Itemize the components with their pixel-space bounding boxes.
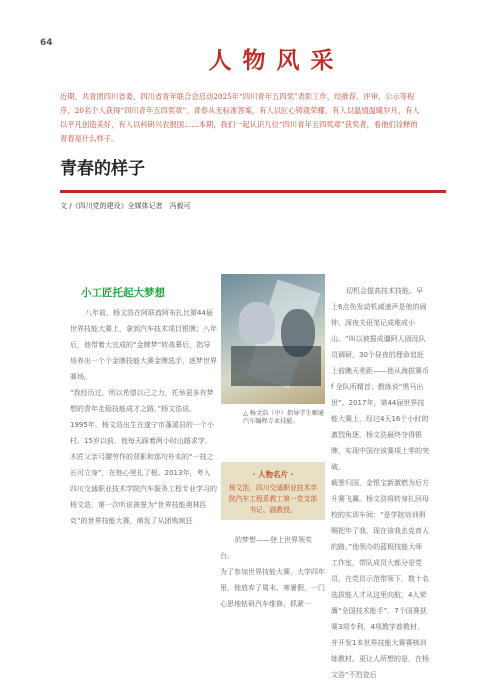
page-number: 64 (40, 38, 53, 48)
article-column-2: 的梦想——登上世界领奖台。 为了参加世界技能大赛，大学四年里，他放弃了周末、寒暑假，一门心思地钻研汽车维修，抓紧一 (220, 536, 325, 608)
title-block (60, 154, 450, 211)
title-divider (60, 190, 446, 193)
column-banner (207, 48, 342, 76)
photo-equipment (231, 346, 321, 386)
section-heading: 小工匠托起大梦想 (81, 287, 165, 299)
article-column-3: 切机会提高技术技能。早上6点伤发动机减速声是他的闹钟，深夜关讯笔记成堆成小山。“叫以被据成僵阿人固没队员调研，30个昼夜的理命追赶上前瞧天差距——他从海拔赛币 f 全队所精首；教练说“黑马出世”。2017年，第44届世界技能大赛上，经过4天16个小时的激烈角逐，杨文浩最终夺得银牌，实现中国在该赛项上零的突破。 载誉归国，金银宝新激燃为后方升赛飞翼。杨文浩将转身扎回母校的实训车间：“是学院培训俱赐把年了我，现在该我去克育人的路。”他领办的蓝极技能大师工作室，带队成员大都分是党员，在党员示范带领下，数十名选拔能人才从这里向航，4人荣膺“全国技术能手”，7个国赛获赛3项专利，4项教学普教材，并开发1本世界技能大赛赛核训练教材。更让人所想的是，在杨文浩“不烈瓷后 (331, 287, 429, 679)
article-photo (221, 274, 325, 404)
article-title: 青春的样子 (60, 159, 145, 179)
profile-card-heading: · 人物名片 · (252, 470, 294, 479)
article-column-1: 八年前，杨文浩在阿联酋阿布扎比第44届世界技能大赛上，拿到汽车技术项目银牌；八年后，他带着大完成的“金牌梦”转战幕后，指导培养出一个个金牌技能大赛金牌选手，逐梦世界赛场。 “我经历过，所以希望以己之力，托举更多有梦想的青年走稳技能成才之路。”杨文浩说。 1995年，杨文浩出生在遂宁市蓬溪县的一个小村。15岁以前，他每天踩着两小时山路求学，木匠父亲弓腰劳作的背影和那句朴实的“一技之长可立身”，在他心里扎了根。2013年，考入四川交通职业技术学院汽车服务工程专业学习的杨文浩，第一次听说被誉为“世界技能奥林匹克”的世界技能大赛，萌发了从团购疯狂 (70, 309, 217, 525)
intro-paragraph: 近期，共青团四川省委、四川省青年联合会启动2025年“四川青年五四奖”表彰工作，经推荐、评审、公示等程序，20名个人获得“四川青年五四奖章”。青春从无标准答案，有人以匠心铸就荣耀，有人以温情温暖岁月，有人以平凡创造美好，有人以科研兴农报国……本期，我们一起认识几位“四川青年五四奖章”获奖者，看他们诠释的青春是什么样子。 (60, 92, 420, 143)
profile-card-body: 杨文浩，四川交通职业技术学院汽车工程系教工第一党支部书记、副教授。 (228, 484, 318, 514)
banner-char: 风 (276, 47, 300, 74)
banner-char: 采 (310, 47, 334, 74)
byline: 文 /《四川党的建设》全媒体记者 冯毅可 (60, 202, 191, 210)
banner-char: 人 (208, 47, 232, 74)
photo-figure (239, 302, 275, 344)
banner-char: 物 (242, 47, 266, 74)
profile-card (221, 462, 325, 520)
photo-caption: △ 杨文浩（中）指导学生顺通汽车编程专业技能。 (243, 410, 324, 425)
